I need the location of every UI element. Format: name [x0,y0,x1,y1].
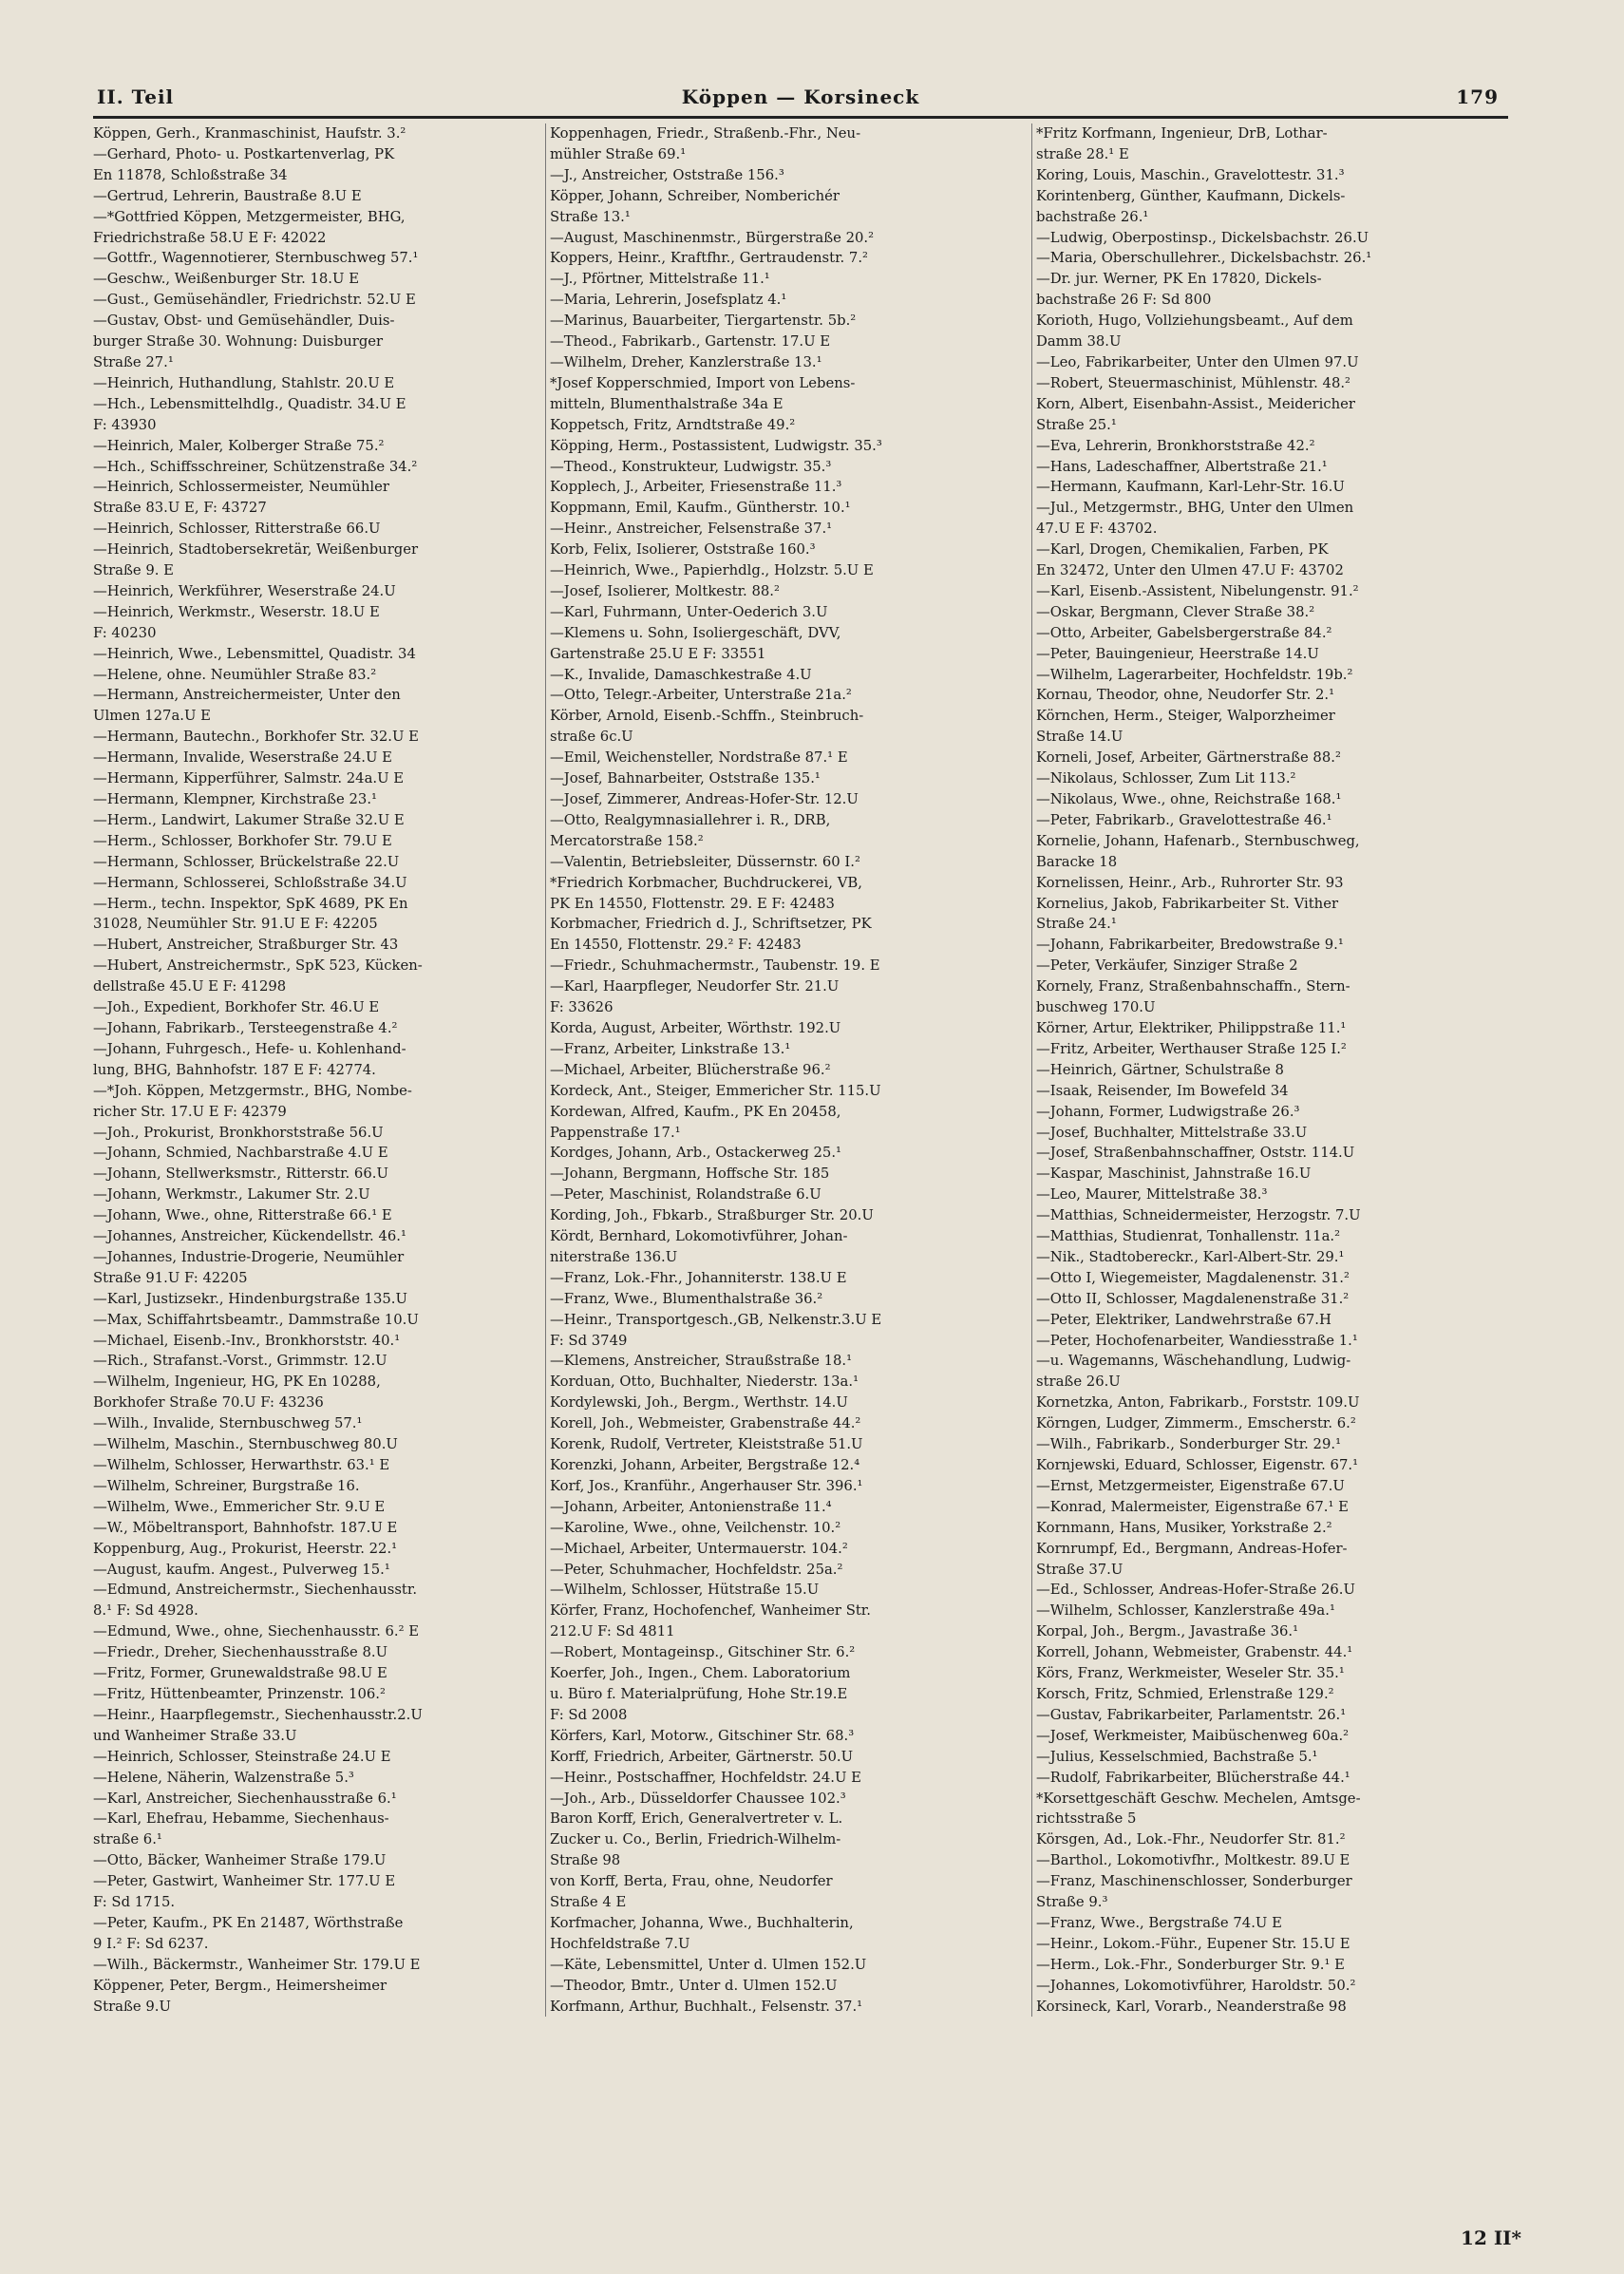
directory-entry-line: —Josef, Buchhalter, Mittelstraße 33.U [1036,1124,1308,1141]
directory-entry-line: —Oskar, Bergmann, Clever Straße 38.² [1036,603,1315,620]
directory-entry-line: Korintenberg, Günther, Kaufmann, Dickels- [1036,187,1346,204]
directory-entry-line: —Nikolaus, Schlosser, Zum Lit 113.² [1036,770,1296,787]
directory-entry-line: —Franz, Wwe., Blumenthalstraße 36.² [550,1290,823,1307]
directory-entry-line: und Wanheimer Straße 33.U [93,1727,297,1744]
directory-entry-line: Köpper, Johann, Schreiber, Nomberichér [550,187,840,204]
directory-entry-line: Köppener, Peter, Bergm., Heimersheimer [93,1977,387,1994]
directory-entry-line: —Wilhelm, Schlosser, Kanzlerstraße 49a.¹ [1036,1602,1335,1620]
directory-entry-line: Korrell, Johann, Webmeister, Grabenstr. 44.¹ [1036,1644,1353,1661]
directory-entry-line: —Heinrich, Gärtner, Schulstraße 8 [1036,1061,1284,1078]
directory-entry-line: —Hermann, Kaufmann, Karl-Lehr-Str. 16.U [1036,479,1345,496]
directory-entry-line: Kopplech, J., Arbeiter, Friesenstraße 11.³ [550,479,842,496]
directory-entry-line: Korduan, Otto, Buchhalter, Niederstr. 13a.¹ [550,1374,859,1391]
directory-entry-line: —J., Pförtner, Mittelstraße 11.¹ [550,271,770,288]
directory-entry-line: —Johann, Schmied, Nachbarstraße 4.U E [93,1145,388,1162]
directory-entry-line: von Korff, Berta, Frau, ohne, Neudorfer [550,1873,833,1890]
directory-entry-line: Körnchen, Herm., Steiger, Walporzheimer [1036,708,1335,725]
directory-entry-line: Körsgen, Ad., Lok.-Fhr., Neudorfer Str. 81.² [1036,1831,1346,1848]
directory-entry-line: —Michael, Arbeiter, Blücherstraße 96.² [550,1061,831,1078]
directory-entry-line: —Johannes, Lokomotivführer, Haroldstr. 50.² [1036,1977,1356,1994]
directory-entry-line: Kördt, Bernhard, Lokomotivführer, Johan- [550,1228,848,1245]
directory-entry-line: Zucker u. Co., Berlin, Friedrich-Wilhelm- [550,1831,841,1848]
directory-entry-line: —Karl, Eisenb.-Assistent, Nibelungenstr. 91.² [1036,582,1359,599]
directory-entry-line: —Leo, Fabrikarbeiter, Unter den Ulmen 97.U [1036,353,1359,370]
directory-entry-line: —Wilhelm, Schlosser, Herwarthstr. 63.¹ E [93,1457,390,1473]
signature-mark: 12 II* [1461,2227,1521,2249]
directory-entry-line: —Karl, Drogen, Chemikalien, Farben, PK [1036,541,1329,559]
directory-entry-line: —Peter, Fabrikarb., Gravelottestraße 46.¹ [1036,811,1332,828]
directory-entry-line: —Josef, Werkmeister, Maibüschenweg 60a.² [1036,1727,1350,1744]
directory-entry-line: Körner, Artur, Elektriker, Philippstraße 11.¹ [1036,1019,1347,1036]
directory-entry-line: Kordewan, Alfred, Kaufm., PK En 20458, [550,1103,841,1120]
directory-entry-line: —Karoline, Wwe., ohne, Veilchenstr. 10.² [550,1519,841,1536]
directory-entry-line: 31028, Neumühler Str. 91.U E F: 42205 [93,916,378,933]
directory-entry-line: —Hch., Lebensmittelhdlg., Quadistr. 34.U E [93,395,406,412]
directory-entry-line: Koppers, Heinr., Kraftfhr., Gertraudenstr. 7.² [550,250,868,267]
directory-entry-line: —Helene, Näherin, Walzenstraße 5.³ [93,1769,354,1786]
directory-entry-line: bachstraße 26.¹ [1036,208,1149,225]
directory-entry-line: —Josef, Straßenbahnschaffner, Oststr. 114.U [1036,1145,1355,1162]
directory-entry-line: —Peter, Verkäufer, Sinziger Straße 2 [1036,957,1298,975]
directory-entry-line: mitteln, Blumenthalstraße 34a E [550,395,784,412]
directory-entry-line: Kornmann, Hans, Musiker, Yorkstraße 2.² [1036,1519,1332,1536]
directory-entry-line: Korell, Joh., Webmeister, Grabenstraße 44.² [550,1415,861,1432]
directory-entry-line: Straße 98 [550,1852,621,1869]
directory-entry-line: straße 6c.U [550,729,633,746]
directory-entry-line: —Peter, Kaufm., PK En 21487, Wörthstraße [93,1914,404,1931]
directory-entry-line: Kornelius, Jakob, Fabrikarbeiter St. Vither [1036,895,1339,912]
directory-entry-line: —Franz, Arbeiter, Linkstraße 13.¹ [550,1040,791,1057]
directory-entry-line: —Friedr., Dreher, Siechenhausstraße 8.U [93,1644,388,1661]
directory-entry-line: Mercatorstraße 158.² [550,832,704,849]
directory-entry-line: —Maria, Oberschullehrer., Dickelsbachstr. 26.¹ [1036,250,1372,267]
directory-entry-line: —Johann, Fabrikarb., Tersteegenstraße 4.² [93,1019,398,1036]
directory-entry-line: —Joh., Arb., Düsseldorfer Chaussee 102.³ [550,1790,846,1807]
directory-entry-line: Straße 9.U [93,1998,171,2015]
directory-entry-line: —Herm., Landwirt, Lakumer Straße 32.U E [93,811,405,828]
directory-entry-line: Korbmacher, Friedrich d. J., Schriftsetzer, PK [550,916,872,933]
directory-entry-line: —Dr. jur. Werner, PK En 17820, Dickels- [1036,271,1322,288]
directory-entry-line: —Johann, Werkmstr., Lakumer Str. 2.U [93,1186,370,1203]
directory-entry-line: —Otto, Telegr.-Arbeiter, Unterstraße 21a.² [550,687,852,704]
directory-entry-line: Körngen, Ludger, Zimmerm., Emscherstr. 6.² [1036,1415,1356,1432]
directory-entry-line: —Hermann, Invalide, Weserstraße 24.U E [93,749,392,767]
directory-entry-line: Baron Korff, Erich, Generalvertreter v. L. [550,1810,843,1828]
directory-entry-line: Kornrumpf, Ed., Bergmann, Andreas-Hofer- [1036,1540,1348,1557]
directory-entry-line: —Heinrich, Werkmstr., Weserstr. 18.U E [93,603,380,620]
directory-entry-line: —Johann, Bergmann, Hoffsche Str. 185 [550,1165,830,1183]
directory-entry-line: —Nik., Stadtobereckr., Karl-Albert-Str. 29.¹ [1036,1248,1345,1265]
directory-entry-line: —Wilhelm, Schreiner, Burgstraße 16. [93,1477,360,1494]
directory-entry-line: —Edmund, Wwe., ohne, Siechenhausstr. 6.² E [93,1623,420,1640]
directory-entry-line: —Franz, Maschinenschlosser, Sonderburger [1036,1873,1352,1890]
directory-entry-line: buschweg 170.U [1036,999,1156,1016]
directory-entry-line: —Gottfr., Wagennotierer, Sternbuschweg 57.¹ [93,250,419,267]
directory-entry-line: Koerfer, Joh., Ingen., Chem. Laboratorium [550,1665,851,1682]
directory-entry-line: —Franz, Wwe., Bergstraße 74.U E [1036,1914,1282,1931]
directory-entry-line: F: 43930 [93,416,157,433]
directory-entry-line: F: 40230 [93,624,157,641]
directory-entry-line: —Gust., Gemüsehändler, Friedrichstr. 52.U E [93,292,416,309]
directory-entry-line: —Käte, Lebensmittel, Unter d. Ulmen 152.U [550,1956,867,1973]
directory-entry-line: Damm 38.U [1036,333,1122,351]
directory-entry-line: —Ludwig, Oberpostinsp., Dickelsbachstr. 26.U [1036,229,1369,246]
directory-entry-line: —Heinrich, Wwe., Lebensmittel, Quadistr. 34 [93,645,416,662]
directory-entry-line: —Max, Schiffahrtsbeamtr., Dammstraße 10.U [93,1311,419,1328]
page-number: 179 [1456,85,1499,108]
column-2 [545,123,994,2017]
directory-entry-line: Kornelissen, Heinr., Arb., Ruhrorter Str. 93 [1036,874,1344,891]
directory-entry-line: 47.U E F: 43702. [1036,521,1158,538]
directory-entry-line: Gartenstraße 25.U E F: 33551 [550,645,766,662]
directory-entry-line: —Theodor, Bmtr., Unter d. Ulmen 152.U [550,1977,838,1994]
directory-entry-line: —Herm., techn. Inspektor, SpK 4689, PK En [93,895,408,912]
directory-entry-line: —Leo, Maurer, Mittelstraße 38.³ [1036,1186,1268,1203]
directory-entry-line: —Josef, Isolierer, Moltkestr. 88.² [550,582,780,599]
directory-entry-line: —August, kaufm. Angest., Pulverweg 15.¹ [93,1561,390,1578]
directory-entry-line: —Gustav, Fabrikarbeiter, Parlamentstr. 26.¹ [1036,1706,1347,1723]
directory-entry-line: —Heinrich, Werkführer, Weserstraße 24.U [93,582,396,599]
directory-entry-line: Straße 14.U [1036,729,1124,746]
directory-entry-line: Straße 9. E [93,562,174,579]
directory-entry-line: —Hermann, Schlosser, Brückelstraße 22.U [93,853,400,870]
directory-entry-line: —Karl, Haarpfleger, Neudorfer Str. 21.U [550,978,840,995]
directory-entry-line: —Karl, Anstreicher, Siechenhausstraße 6.¹ [93,1790,397,1807]
directory-entry-line: —Rich., Strafanst.-Vorst., Grimmstr. 12.U [93,1353,387,1370]
directory-entry-line: niterstraße 136.U [550,1248,678,1265]
directory-entry-line: —Klemens u. Sohn, Isoliergeschäft, DVV, [550,624,841,641]
directory-entry-line: Straße 37.U [1036,1561,1124,1578]
directory-entry-line: mühler Straße 69.¹ [550,145,687,162]
directory-entry-line: —Wilh., Invalide, Sternbuschweg 57.¹ [93,1415,363,1432]
running-title: Köppen — Korsineck [681,85,920,108]
directory-entry-line: Straße 27.¹ [93,353,174,370]
directory-entry-line: Korf, Jos., Kranführ., Angerhauser Str. 396.¹ [550,1477,863,1494]
directory-entry-line: —Karl, Justizsekr., Hindenburgstraße 135.U [93,1290,407,1307]
directory-entry-line: —Heinr., Transportgesch.,GB, Nelkenstr.3.U E [550,1311,882,1328]
directory-entry-line: —Josef, Zimmerer, Andreas-Hofer-Str. 12.U [550,791,859,807]
directory-entry-line: —Heinrich, Schlossermeister, Neumühler [93,479,389,496]
directory-entry-line: Straße 4 E [550,1894,627,1911]
directory-entry-line: —Otto II, Schlosser, Magdalenenstraße 31.² [1036,1290,1350,1307]
directory-entry-line: En 14550, Flottenstr. 29.² F: 42483 [550,937,802,954]
directory-entry-line: —u. Wagemanns, Wäschehandlung, Ludwig- [1036,1353,1351,1370]
directory-entry-line: —*Joh. Köppen, Metzgermstr., BHG, Nombe- [93,1082,412,1099]
directory-entry-line: —Peter, Hochofenarbeiter, Wandiesstraße 1.¹ [1036,1332,1358,1349]
directory-entry-line: —Matthias, Studienrat, Tonhallenstr. 11a.² [1036,1228,1341,1245]
directory-entry-line: Koppetsch, Fritz, Arndtstraße 49.² [550,416,796,433]
directory-entry-line: F: 33626 [550,999,614,1016]
directory-entry-line: Korfmacher, Johanna, Wwe., Buchhalterin, [550,1914,854,1931]
directory-entry-line: Kordylewski, Joh., Bergm., Werthstr. 14.U [550,1394,848,1412]
directory-entry-line: —Otto, Realgymnasiallehrer i. R., DRB, [550,811,831,828]
directory-entry-line: —Michael, Eisenb.-Inv., Bronkhorststr. 40.¹ [93,1332,401,1349]
directory-entry-line: *Josef Kopperschmied, Import von Lebens- [550,374,856,391]
directory-entry-line: —Wilhelm, Ingenieur, HG, PK En 10288, [93,1374,381,1391]
directory-entry-line: bachstraße 26 F: Sd 800 [1036,292,1212,309]
directory-entry-line: *Korsettgeschäft Geschw. Mechelen, Amtsge- [1036,1790,1361,1807]
directory-entry-line: —Michael, Arbeiter, Untermauerstr. 104.² [550,1540,848,1557]
directory-entry-line: Korsineck, Karl, Vorarb., Neanderstraße 98 [1036,1998,1347,2015]
directory-entry-line: —August, Maschinenmstr., Bürgerstraße 20.² [550,229,875,246]
directory-entry-line: —Klemens, Anstreicher, Straußstraße 18.¹ [550,1353,853,1370]
directory-entry-line: —Wilhelm, Lagerarbeiter, Hochfeldstr. 19b.² [1036,666,1353,683]
directory-entry-line: —Wilhelm, Maschin., Sternbuschweg 80.U [93,1436,398,1453]
directory-entry-line: —Fritz, Hüttenbeamter, Prinzenstr. 106.² [93,1685,386,1702]
directory-entry-line: —Johann, Stellwerksmstr., Ritterstr. 66.U [93,1165,388,1183]
directory-entry-line: Korda, August, Arbeiter, Wörthstr. 192.U [550,1019,841,1036]
directory-entry-line: —Wilh., Bäckermstr., Wanheimer Str. 179.U E [93,1956,421,1973]
directory-entry-line: —Johann, Wwe., ohne, Ritterstraße 66.¹ E [93,1207,392,1224]
directory-entry-line: —J., Anstreicher, Oststraße 156.³ [550,166,784,183]
directory-entry-line: —Julius, Kesselschmied, Bachstraße 5.¹ [1036,1748,1318,1765]
directory-entry-line: Hochfeldstraße 7.U [550,1935,690,1952]
column-3 [1031,123,1511,2017]
directory-entry-line: —Wilhelm, Dreher, Kanzlerstraße 13.¹ [550,353,822,370]
directory-entry-line: Koring, Louis, Maschin., Gravelottestr. 31.³ [1036,166,1345,183]
directory-entry-line: —Heinrich, Schlosser, Ritterstraße 66.U [93,521,381,538]
directory-entry-line: —Helene, ohne. Neumühler Straße 83.² [93,666,377,683]
directory-entry-line: —Robert, Montageinsp., Gitschiner Str. 6.² [550,1644,856,1661]
directory-entry-line: —Johannes, Anstreicher, Kückendellstr. 46.¹ [93,1228,406,1245]
directory-entry-line: —Geschw., Weißenburger Str. 18.U E [93,271,359,288]
directory-entry-line: *Friedrich Korbmacher, Buchdruckerei, VB, [550,874,862,891]
directory-entry-line: En 11878, Schloßstraße 34 [93,166,288,183]
directory-entry-line: Köpping, Herm., Postassistent, Ludwigstr. 35.³ [550,437,882,454]
directory-entry-line: —Theod., Konstrukteur, Ludwigstr. 35.³ [550,458,832,475]
directory-entry-line: —Robert, Steuermaschinist, Mühlenstr. 48.² [1036,374,1350,391]
directory-entry-line: Straße 9.³ [1036,1894,1108,1911]
directory-entry-line: —Peter, Schuhmacher, Hochfeldstr. 25a.² [550,1561,843,1578]
directory-entry-line: —Edmund, Anstreichermstr., Siechenhausstr. [93,1582,418,1599]
directory-entry-line: Straße 13.¹ [550,208,631,225]
directory-entry-line: Straße 91.U F: 42205 [93,1269,248,1286]
directory-entry-line: Kordges, Johann, Arb., Ostackerweg 25.¹ [550,1145,841,1162]
directory-entry-line: —Peter, Maschinist, Rolandstraße 6.U [550,1186,821,1203]
directory-entry-line: Kornelie, Johann, Hafenarb., Sternbuschweg, [1036,832,1360,849]
directory-entry-line: —Peter, Bauingenieur, Heerstraße 14.U [1036,645,1319,662]
directory-entry-line: —Heinrich, Huthandlung, Stahlstr. 20.U E [93,374,395,391]
directory-entry-line: Borkhofer Straße 70.U F: 43236 [93,1394,324,1412]
directory-entry-line: —Otto, Bäcker, Wanheimer Straße 179.U [93,1852,387,1869]
directory-entry-line: —Emil, Weichensteller, Nordstraße 87.¹ E [550,749,848,767]
directory-entry-line: —Heinr., Anstreicher, Felsenstraße 37.¹ [550,521,833,538]
directory-entry-line: —Johann, Former, Ludwigstraße 26.³ [1036,1103,1300,1120]
directory-entry-line: —Heinr., Postschaffner, Hochfeldstr. 24.U E [550,1769,861,1786]
directory-entry-line: Friedrichstraße 58.U E F: 42022 [93,229,327,246]
directory-entry-line: Kornjewski, Eduard, Schlosser, Eigenstr. 67.¹ [1036,1457,1358,1473]
directory-entry-line: Straße 24.¹ [1036,916,1117,933]
directory-entry-line: —Johann, Fuhrgesch., Hefe- u. Kohlenhand- [93,1040,406,1057]
directory-entry-line: dellstraße 45.U E F: 41298 [93,978,287,995]
directory-entry-line: Korff, Friedrich, Arbeiter, Gärtnerstr. 50.U [550,1748,854,1765]
directory-entry-line: —Peter, Elektriker, Landwehrstraße 67.H [1036,1311,1331,1328]
directory-entry-line: —Hermann, Kipperführer, Salmstr. 24a.U E [93,770,405,787]
directory-entry-line: —Hubert, Anstreicher, Straßburger Str. 43 [93,937,399,954]
directory-entry-line: —Hubert, Anstreichermstr., SpK 523, Kücken- [93,957,423,975]
directory-entry-line: Korfmann, Arthur, Buchhalt., Felsenstr. 37.¹ [550,1998,863,2015]
directory-entry-line: —Joh., Prokurist, Bronkhorststraße 56.U [93,1124,384,1141]
directory-entry-line: —Hermann, Schlosserei, Schloßstraße 34.U [93,874,407,891]
directory-entry-line: —Jul., Metzgermstr., BHG, Unter den Ulmen [1036,500,1354,517]
directory-entry-line: —Marinus, Bauarbeiter, Tiergartenstr. 5b.² [550,313,857,330]
directory-entry-line: —Karl, Fuhrmann, Unter-Oederich 3.U [550,603,828,620]
directory-entry-line: straße 26.U [1036,1374,1121,1391]
directory-entry-line: Körs, Franz, Werkmeister, Weseler Str. 35.¹ [1036,1665,1345,1682]
directory-entry-line: —W., Möbeltransport, Bahnhofstr. 187.U E [93,1519,398,1536]
directory-entry-line: u. Büro f. Materialprüfung, Hohe Str.19.E [550,1685,848,1702]
directory-entry-line: —Franz, Lok.-Fhr., Johanniterstr. 138.U E [550,1269,847,1286]
directory-entry-line: —Joh., Expedient, Borkhofer Str. 46.U E [93,999,380,1016]
directory-entry-line: —Eva, Lehrerin, Bronkhorststraße 42.² [1036,437,1315,454]
directory-entry-line: —Wilh., Fabrikarb., Sonderburger Str. 29.¹ [1036,1436,1342,1453]
directory-entry-line: —Josef, Bahnarbeiter, Oststraße 135.¹ [550,770,821,787]
directory-entry-line: —Johann, Fabrikarbeiter, Bredowstraße 9.¹ [1036,937,1344,954]
directory-entry-line: Koppenburg, Aug., Prokurist, Heerstr. 22.¹ [93,1540,398,1557]
directory-entry-line: —Maria, Lehrerin, Josefsplatz 4.¹ [550,292,787,309]
directory-entry-line: Körfer, Franz, Hochofenchef, Wanheimer Str. [550,1602,871,1620]
page-header [93,84,1508,119]
directory-entry-line: —Heinrich, Stadtobersekretär, Weißenburger [93,541,419,559]
directory-entry-line: —Heinrich, Wwe., Papierhdlg., Holzstr. 5.U E [550,562,874,579]
directory-entry-line: —Wilhelm, Schlosser, Hütstraße 15.U [550,1582,820,1599]
column-1 [93,123,538,2017]
directory-entry-line: —Hans, Ladeschaffner, Albertstraße 21.¹ [1036,458,1328,475]
directory-entry-line: Körber, Arnold, Eisenb.-Schffn., Steinbruch- [550,708,864,725]
directory-entry-line: —Hermann, Anstreichermeister, Unter den [93,687,401,704]
directory-entry-line: —Valentin, Betriebsleiter, Düssernstr. 60 I.² [550,853,860,870]
directory-entry-line: 9 I.² F: Sd 6237. [93,1935,209,1952]
directory-entry-line: richer Str. 17.U E F: 42379 [93,1103,287,1120]
directory-entry-line: Korb, Felix, Isolierer, Oststraße 160.³ [550,541,816,559]
directory-entry-line: —Konrad, Malermeister, Eigenstraße 67.¹ E [1036,1498,1349,1515]
directory-entry-line: —Fritz, Arbeiter, Werthauser Straße 125 I.² [1036,1040,1347,1057]
directory-entry-line: Korneli, Josef, Arbeiter, Gärtnerstraße 88.² [1036,749,1341,767]
directory-entry-line: —Ernst, Metzgermeister, Eigenstraße 67.U [1036,1477,1345,1494]
directory-entry-line: Kornau, Theodor, ohne, Neudorfer Str. 2.¹ [1036,687,1335,704]
directory-entry-line: —Ed., Schlosser, Andreas-Hofer-Straße 26.U [1036,1582,1355,1599]
directory-entry-line: —*Gottfried Köppen, Metzgermeister, BHG, [93,208,406,225]
directory-entry-line: En 32472, Unter den Ulmen 47.U F: 43702 [1036,562,1344,579]
directory-entry-line: Korn, Albert, Eisenbahn-Assist., Meidericher [1036,395,1355,412]
directory-entry-line: —Heinrich, Schlosser, Steinstraße 24.U E [93,1748,391,1765]
directory-entry-line: —Heinr., Lokom.-Führ., Eupener Str. 15.U E [1036,1935,1350,1952]
directory-entry-line: PK En 14550, Flottenstr. 29. E F: 42483 [550,895,835,912]
directory-entry-line: Korpal, Joh., Bergm., Javastraße 36.¹ [1036,1623,1299,1640]
directory-entry-line: burger Straße 30. Wohnung: Duisburger [93,333,384,351]
directory-entry-line: —Johannes, Industrie-Drogerie, Neumühler [93,1248,405,1265]
directory-entry-line: —Barthol., Lokomotivfhr., Moltkestr. 89.U E [1036,1852,1350,1869]
directory-entry-line: —Hermann, Bautechn., Borkhofer Str. 32.U E [93,729,419,746]
directory-entry-line: Körfers, Karl, Motorw., Gitschiner Str. 68.³ [550,1727,855,1744]
directory-entry-line: —Herm., Lok.-Fhr., Sonderburger Str. 9.¹ E [1036,1956,1345,1973]
directory-entry-line: 212.U F: Sd 4811 [550,1623,675,1640]
directory-entry-line: —Johann, Arbeiter, Antonienstraße 11.⁴ [550,1498,832,1515]
directory-entry-line: —Isaak, Reisender, Im Bowefeld 34 [1036,1082,1289,1099]
directory-entry-line: —Otto I, Wiegemeister, Magdalenenstr. 31.² [1036,1269,1350,1286]
directory-entry-line: richtsstraße 5 [1036,1810,1137,1828]
directory-entry-line: Baracke 18 [1036,853,1118,870]
directory-entry-line: Köppen, Gerh., Kranmaschinist, Haufstr. 3.² [93,125,406,142]
directory-entry-line: —K., Invalide, Damaschkestraße 4.U [550,666,812,683]
directory-entry-line: —Hch., Schiffsschreiner, Schützenstraße 34.² [93,458,418,475]
directory-entry-line: *Fritz Korfmann, Ingenieur, DrB, Lothar- [1036,125,1328,142]
directory-entry-line: Kornely, Franz, Straßenbahnschaffn., Stern- [1036,978,1350,995]
directory-entry-line: —Wilhelm, Wwe., Emmericher Str. 9.U E [93,1498,386,1515]
directory-entry-line: Korenzki, Johann, Arbeiter, Bergstraße 12.⁴ [550,1457,860,1473]
directory-entry-line: Ulmen 127a.U E [93,708,211,725]
directory-entry-line: Kornetzka, Anton, Fabrikarb., Forststr. 109.U [1036,1394,1360,1412]
directory-entry-line: straße 28.¹ E [1036,145,1129,162]
directory-entry-line: straße 6.¹ [93,1831,162,1848]
directory-entry-line: Koppenhagen, Friedr., Straßenb.-Fhr., Neu- [550,125,861,142]
directory-entry-line: —Fritz, Former, Grunewaldstraße 98.U E [93,1665,387,1682]
directory-entry-line: —Peter, Gastwirt, Wanheimer Str. 177.U E [93,1873,396,1890]
directory-entry-line: —Heinr., Haarpflegemstr., Siechenhausstr.2.U [93,1706,423,1723]
directory-entry-line: Kordeck, Ant., Steiger, Emmericher Str. 115.U [550,1082,881,1099]
directory-entry-line: Pappenstraße 17.¹ [550,1124,681,1141]
directory-entry-line: Korsch, Fritz, Schmied, Erlenstraße 129.² [1036,1685,1334,1702]
directory-entry-line: —Gerhard, Photo- u. Postkartenverlag, PK [93,145,395,162]
directory-entry-line: —Herm., Schlosser, Borkhofer Str. 79.U E [93,832,392,849]
directory-entry-line: —Matthias, Schneidermeister, Herzogstr. 7.U [1036,1207,1361,1224]
directory-entry-line: 8.¹ F: Sd 4928. [93,1602,198,1620]
directory-entry-line: —Heinrich, Maler, Kolberger Straße 75.² [93,437,385,454]
section-label: II. Teil [97,85,175,108]
directory-entry-line: F: Sd 2008 [550,1706,628,1723]
directory-entry-line: —Kaspar, Maschinist, Jahnstraße 16.U [1036,1165,1312,1183]
directory-entry-line: —Karl, Ehefrau, Hebamme, Siechenhaus- [93,1810,389,1828]
directory-entry-line: —Theod., Fabrikarb., Gartenstr. 17.U E [550,333,831,351]
directory-entry-line: —Otto, Arbeiter, Gabelsbergerstraße 84.² [1036,624,1332,641]
directory-entry-line: —Hermann, Klempner, Kirchstraße 23.¹ [93,791,377,807]
directory-entry-line: Straße 25.¹ [1036,416,1117,433]
directory-entry-line: Koppmann, Emil, Kaufm., Güntherstr. 10.¹ [550,500,851,517]
directory-entry-line: F: Sd 1715. [93,1894,176,1911]
directory-entry-line: Kording, Joh., Fbkarb., Straßburger Str. 20.U [550,1207,874,1224]
directory-entry-line: lung, BHG, Bahnhofstr. 187 E F: 42774. [93,1061,376,1078]
directory-entry-line: —Friedr., Schuhmachermstr., Taubenstr. 19. E [550,957,880,975]
directory-entry-line: Straße 83.U E, F: 43727 [93,500,267,517]
directory-entry-line: F: Sd 3749 [550,1332,628,1349]
directory-entry-line: —Rudolf, Fabrikarbeiter, Blücherstraße 44.¹ [1036,1769,1350,1786]
directory-entry-line: Korenk, Rudolf, Vertreter, Kleiststraße 51.U [550,1436,863,1453]
directory-entry-line: —Nikolaus, Wwe., ohne, Reichstraße 168.¹ [1036,791,1342,807]
directory-entry-line: —Gustav, Obst- und Gemüsehändler, Duis- [93,313,395,330]
directory-entry-line: —Gertrud, Lehrerin, Baustraße 8.U E [93,187,362,204]
directory-entry-line: Korioth, Hugo, Vollziehungsbeamt., Auf dem [1036,313,1353,330]
